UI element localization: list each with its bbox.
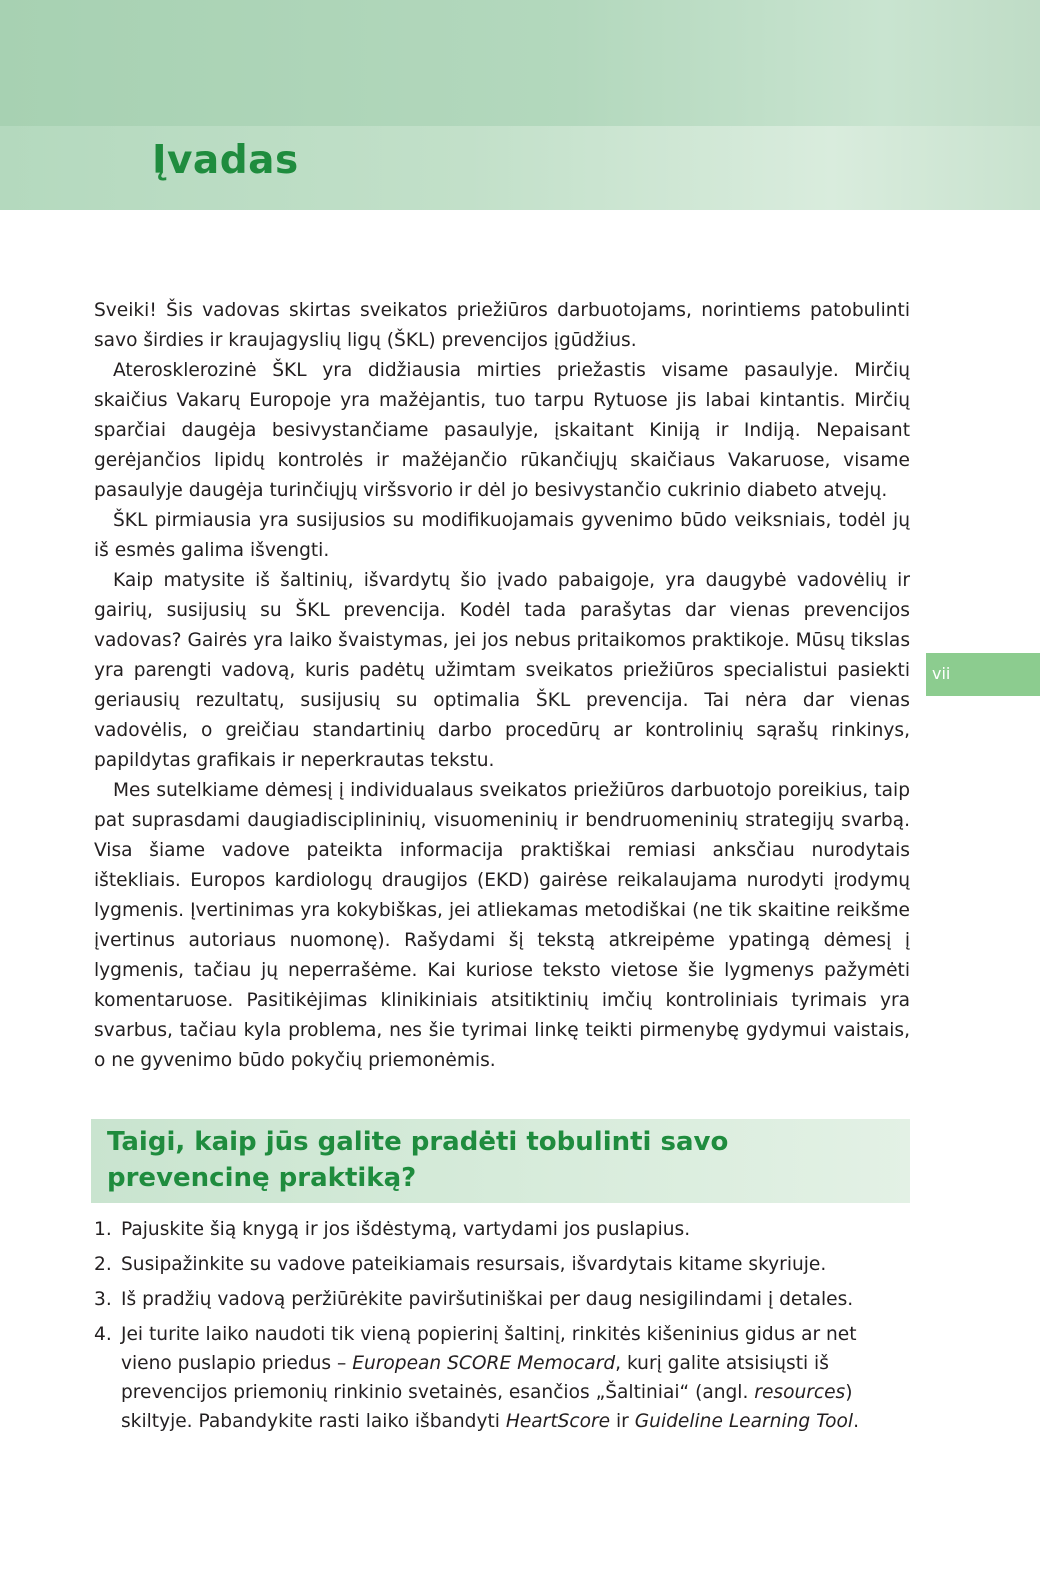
list-item-text: Iš pradžių vadovą peržiūrėkite paviršutiniškai per daug nesigilindami į detales. bbox=[121, 1289, 854, 1310]
learning-tool-title: Guideline Learning Tool bbox=[634, 1411, 854, 1432]
list-item-number: 2. bbox=[94, 1254, 112, 1275]
list-item bbox=[94, 1285, 910, 1314]
intro-paragraph-1: Sveiki! Šis vadovas skirtas sveikatos priežiūros darbuotojams, norintiems patobulinti savo širdies ir kraujagyslių ligų (ŠKL) prevencijos įgūdžius. bbox=[94, 300, 910, 351]
list-item bbox=[94, 1215, 910, 1244]
list-item-text-part: Jei turite laiko naudoti tik vieną popierinį šaltinį, rinkitės kišeninius gidus ar net vieno puslapio priedus – bbox=[121, 1324, 857, 1374]
list-item-text-part: ir bbox=[610, 1411, 635, 1432]
page-number: vii bbox=[932, 664, 951, 683]
intro-text bbox=[94, 296, 910, 1076]
english-term: resources bbox=[754, 1382, 846, 1403]
intro-paragraph-3: ŠKL pirmiausia yra susijusios su modifikuojamais gyvenimo būdo veiksniais, todėl jų iš esmės galima išvengti. bbox=[94, 510, 910, 561]
question-heading: Taigi, kaip jūs galite pradėti tobulinti savo prevencinę praktiką? bbox=[107, 1127, 729, 1193]
intro-paragraph-2: Aterosklerozinė ŠKL yra didžiausia mirties priežastis visame pasaulyje. Mirčių skaičius Vakarų Europoje yra mažėjantis, tuo tarpu Rytuose jis labai kintantis. Mirčių sparčiai daugėja besivystančiame pasaulyje, įskaitant Kiniją ir Indiją. Nepaisant gerėjančios lipidų kontrolės ir mažėjančio rūkančiųjų skaičiaus Vakaruose, visame pasaulyje daugėja turinčiųjų viršsvorio ir dėl jo besivystančio cukrinio diabeto atvejų. bbox=[94, 360, 910, 501]
list-item-text: Susipažinkite su vadove pateikiamais resursais, išvardytais kitame skyriuje. bbox=[121, 1254, 827, 1275]
list-item bbox=[94, 1320, 910, 1436]
page-title: Įvadas bbox=[152, 138, 299, 183]
heartscore-title: HeartScore bbox=[505, 1411, 611, 1432]
steps-list bbox=[94, 1215, 910, 1442]
list-item-text-part: ) skiltyje. Pabandykite rasti laiko išbandyti bbox=[121, 1382, 853, 1432]
list-item-number: 4. bbox=[94, 1324, 112, 1345]
list-item-number: 1. bbox=[94, 1219, 112, 1240]
intro-paragraph-4: Kaip matysite iš šaltinių, išvardytų šio įvado pabaigoje, yra daugybė vadovėlių ir gairių, susijusių su ŠKL prevencija. Kodėl tada parašytas dar vienas prevencijos vadovas? Gairės yra laiko švaistymas, jei jos nebus pritaikomos praktikoje. Mūsų tikslas yra parengti vadovą, kuris padėtų užimtam sveikatos priežiūros specialistui pasiekti geriausių rezultatų, susijusių su optimalia ŠKL prevencija. Tai nėra dar vienas vadovėlis, o greičiau standartinių darbo procedūrų ar kontrolinių sąrašų rinkinys, papildytas grafikais ir neperkrautas tekstu. bbox=[94, 570, 911, 771]
list-item-text: Pajuskite šią knygą ir jos išdėstymą, vartydami jos puslapius. bbox=[121, 1219, 691, 1240]
list-item-number: 3. bbox=[94, 1289, 112, 1310]
memocard-title: European SCORE Memocard bbox=[352, 1353, 616, 1374]
intro-paragraph-5: Mes sutelkiame dėmesį į individualaus sveikatos priežiūros darbuotojo poreikius, taip pat suprasdami daugiadisciplininių, visuomeninių ir bendruomeninių strategijų svarbą. Visa šiame vadove pateikta informacija praktiškai remiasi anksčiau nurodytais ištekliais. Europos kardiologų draugijos (EKD) gairėse reikalaujama nurodyti įrodymų lygmenis. Įvertinimas yra kokybiškas, jei atliekamas metodiškai (ne tik skaitine reikšme įvertinus autoriaus nuomonę). Rašydami šį tekstą atkreipėme ypatingą dėmesį į lygmenis, tačiau jų neperrašėme. Kai kuriose teksto vietose šie lygmenys pažymėti komentaruose. Pasitikėjimas klinikiniais atsitiktinių imčių kontroliniais tyrimais yra svarbus, tačiau kyla problema, nes šie tyrimai linkę teikti pirmenybę gydymui vaistais, o ne gyvenimo būdo pokyčių priemonėmis. bbox=[94, 780, 910, 1071]
list-item-text-part: . bbox=[853, 1411, 860, 1432]
header-top-band bbox=[0, 0, 1040, 126]
list-item bbox=[94, 1250, 910, 1279]
list-item-text-part: , kurį galite atsisiųsti iš prevencijos priemonių rinkinio svetainės, esančios „Šaltiniai“ (angl. bbox=[121, 1353, 829, 1403]
